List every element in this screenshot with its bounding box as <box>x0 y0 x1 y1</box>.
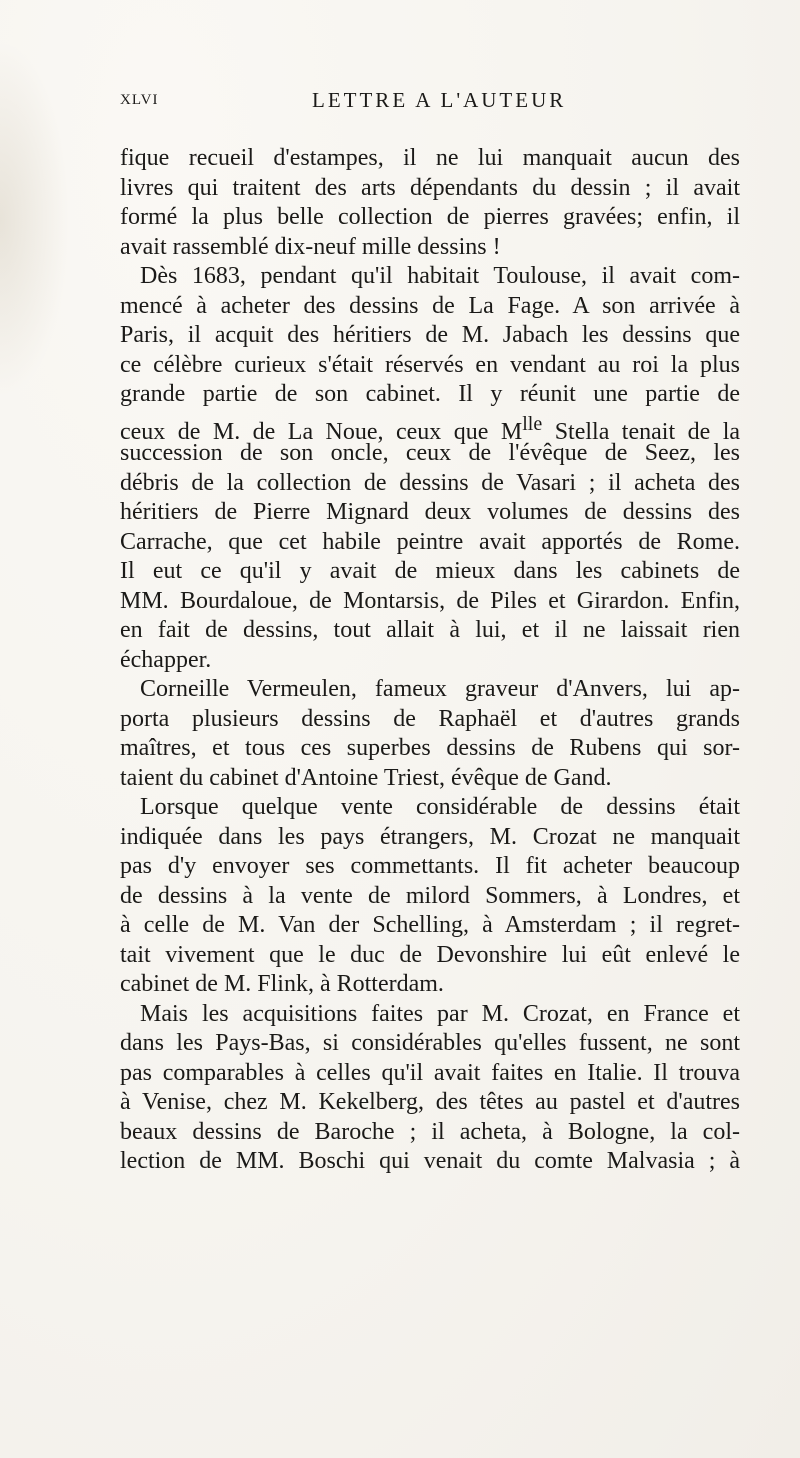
running-head: LETTRE A L'AUTEUR <box>312 88 567 112</box>
text-line: dans les Pays-Bas, si considérables qu'elles fussent, ne sont <box>120 1030 740 1056</box>
text-line: à Venise, chez M. Kekelberg, des têtes au pastel et d'autres <box>120 1089 740 1115</box>
text-line: livres qui traitent des arts dépendants du dessin ; il avait <box>120 174 740 201</box>
text-line: porta plusieurs dessins de Raphaël et d'autres grands <box>120 705 740 732</box>
text-line: pas d'y envoyer ses commettants. Il fit acheter beaucoup <box>120 853 740 879</box>
text-line: succession de son oncle, ceux de l'évêque de Seez, les <box>120 440 740 466</box>
text-line: Mais les acquisitions faites par M. Crozat, en France et <box>140 1000 740 1027</box>
text-line: MM. Bourdaloue, de Montarsis, de Piles et Girardon. Enfin, <box>120 587 740 614</box>
text-line: maîtres, et tous ces superbes dessins de Rubens qui sor- <box>120 735 740 761</box>
text-line: ce célèbre curieux s'était réservés en vendant au roi la plus <box>120 351 740 378</box>
page-header <box>120 88 740 120</box>
text-line: pas comparables à celles qu'il avait faites en Italie. Il trouva <box>120 1059 740 1086</box>
text-line: débris de la collection de dessins de Vasari ; il acheta des <box>120 469 740 496</box>
text-line: Corneille Vermeulen, fameux graveur d'Anvers, lui ap- <box>140 676 740 702</box>
text-line: Dès 1683, pendant qu'il habitait Toulouse, il avait com- <box>140 263 740 289</box>
text-line: grande partie de son cabinet. Il y réunit une partie de <box>120 381 740 407</box>
body-text <box>120 144 740 1177</box>
text-line: de dessins à la vente de milord Sommers, à Londres, et <box>120 882 740 909</box>
text-line: héritiers de Pierre Mignard deux volumes de dessins des <box>120 499 740 525</box>
text-line: cabinet de M. Flink, à Rotterdam. <box>120 971 444 997</box>
text-line: avait rassemblé dix-neuf mille dessins ! <box>120 233 501 260</box>
text-line: Lorsque quelque vente considérable de dessins était <box>140 794 740 820</box>
text-line: indiquée dans les pays étrangers, M. Crozat ne manquait <box>120 823 740 850</box>
text-line: taient du cabinet d'Antoine Triest, évêque de Gand. <box>120 764 612 791</box>
text-line: Paris, il acquit des héritiers de M. Jabach les dessins que <box>120 322 740 348</box>
text-line: tait vivement que le duc de Devonshire lui eût enlevé le <box>120 941 740 968</box>
text-line: ceux de M. de La Noue, ceux que $M^{lle}$ Stella tenait de la <box>120 412 741 445</box>
text-line: Il eut ce qu'il y avait de mieux dans les cabinets de <box>120 558 740 584</box>
text-line: formé la plus belle collection de pierres gravées; enfin, il <box>120 204 740 230</box>
text-line: lection de MM. Boschi qui venait du comte Malvasia ; à <box>120 1148 740 1174</box>
text-line: en fait de dessins, tout allait à lui, et il ne laissait rien <box>120 617 740 643</box>
text-line: échapper. <box>120 646 212 673</box>
text-line: à celle de M. Van der Schelling, à Amsterdam ; il regret- <box>120 912 740 938</box>
text-line: fique recueil d'estampes, il ne lui manquait aucun des <box>120 145 740 171</box>
text-line: mencé à acheter des dessins de La Fage. A son arrivée à <box>120 292 740 319</box>
text-line: beaux dessins de Baroche ; il acheta, à Bologne, la col- <box>120 1118 740 1145</box>
paper-stain <box>0 40 70 400</box>
text-line: Carrache, que cet habile peintre avait apportés de Rome. <box>120 528 740 555</box>
folio-number: XLVI <box>120 92 159 108</box>
